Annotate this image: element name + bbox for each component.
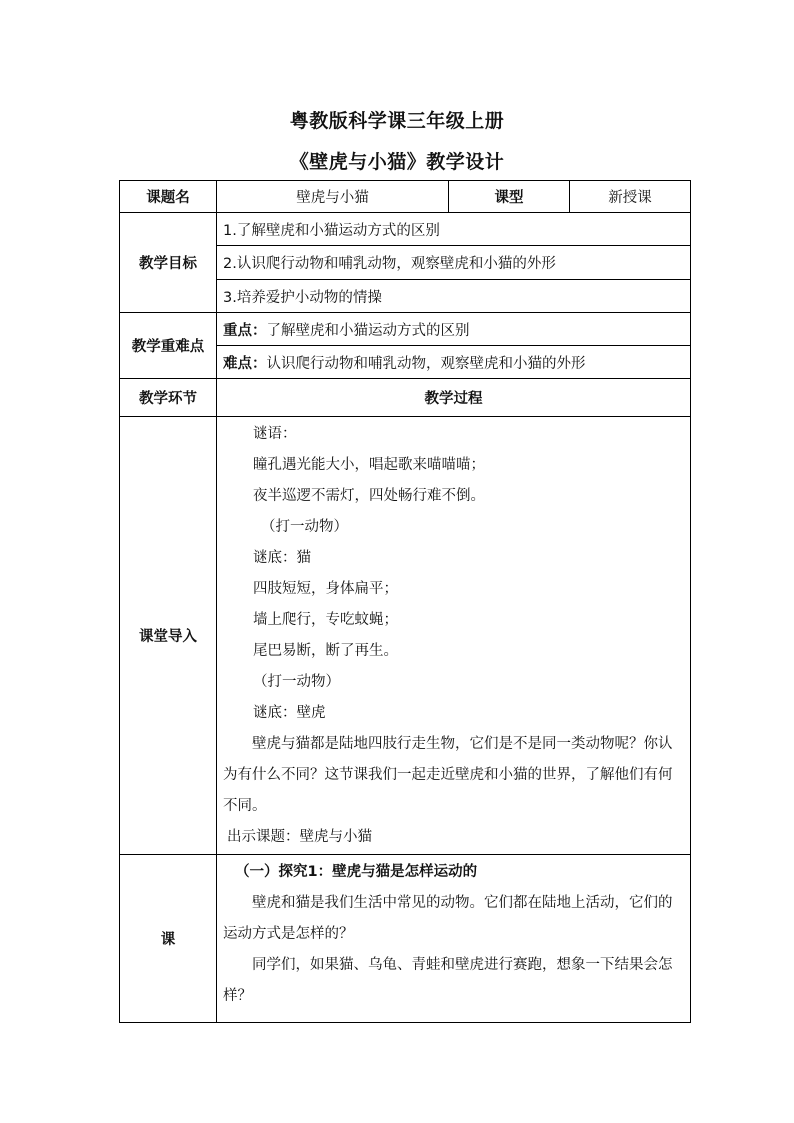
intro-row (120, 417, 691, 855)
lesson-paragraph: 壁虎和猫是我们生活中常见的动物。它们都在陆地上活动，它们的运动方式是怎样的？ (223, 895, 673, 942)
lesson-label: 课 (120, 855, 217, 1023)
difficulty-label: 难点： (223, 355, 267, 372)
lesson-plan-table (119, 180, 691, 1023)
lesson-type-value: 新授课 (570, 181, 691, 213)
riddle-line: （打一动物） (261, 519, 348, 535)
lesson-heading: （一）探究1：壁虎与猫是怎样运动的 (235, 864, 478, 880)
topic-line: 出示课题：壁虎与小猫 (227, 829, 372, 845)
goals-label: 教学目标 (120, 213, 217, 313)
intro-paragraph: 壁虎与猫都是陆地四肢行走生物，它们是不是同一类动物呢？你认为有什么不同？这节课我们一起走近壁虎和小猫的世界，了解他们有何不同。 (223, 736, 673, 814)
lesson-paragraph: 同学们，如果猫、乌龟、青蛙和壁虎进行赛跑，想象一下结果会怎样？ (223, 957, 673, 1004)
stage-header: 教学环节 (120, 379, 217, 417)
document-title: 粤教版科学课三年级上册 (289, 110, 505, 132)
focus-cell (217, 313, 691, 346)
lesson-content (217, 855, 691, 1023)
intro-content (217, 417, 691, 855)
section-header-row (120, 379, 691, 417)
focus-label: 重点： (223, 322, 267, 339)
goal-item-3: 3.培养爱护小动物的情操 (217, 280, 691, 313)
goal-item-2: 2.认识爬行动物和哺乳动物，观察壁虎和小猫的外形 (217, 246, 691, 280)
riddle-line: 尾巴易断，断了再生。 (253, 643, 398, 659)
topic-row (120, 181, 691, 213)
riddle-line: 谜底：猫 (253, 550, 311, 566)
lesson-type-label: 课型 (449, 181, 570, 213)
lesson-row (120, 855, 691, 1023)
riddle-line: 四肢短短，身体扁平； (253, 581, 398, 597)
process-header: 教学过程 (217, 379, 691, 417)
riddle-line: 谜语： (253, 426, 297, 442)
focus-text: 了解壁虎和小猫运动方式的区别 (266, 322, 470, 339)
riddle-line: 谜底：壁虎 (253, 705, 326, 721)
topic-value: 壁虎与小猫 (217, 181, 449, 213)
topic-label: 课题名 (120, 181, 217, 213)
difficulty-text: 认识爬行动物和哺乳动物，观察壁虎和小猫的外形 (266, 355, 586, 372)
intro-label: 课堂导入 (120, 417, 217, 855)
riddle-line: （打一动物） (253, 674, 340, 690)
goals-row (120, 213, 691, 246)
key-points-label: 教学重难点 (120, 313, 217, 379)
document-subtitle: 《壁虎与小猫》教学设计 (289, 151, 505, 173)
riddle-line: 墙上爬行，专吃蚊蝇； (253, 612, 398, 628)
riddle-line: 瞳孔遇光能大小，唱起歌来喵喵喵； (253, 457, 485, 473)
goal-item-1: 1.了解壁虎和小猫运动方式的区别 (217, 213, 691, 246)
key-points-row (120, 313, 691, 346)
difficulty-cell (217, 346, 691, 379)
riddle-line: 夜半巡逻不需灯，四处畅行难不倒。 (253, 488, 485, 504)
